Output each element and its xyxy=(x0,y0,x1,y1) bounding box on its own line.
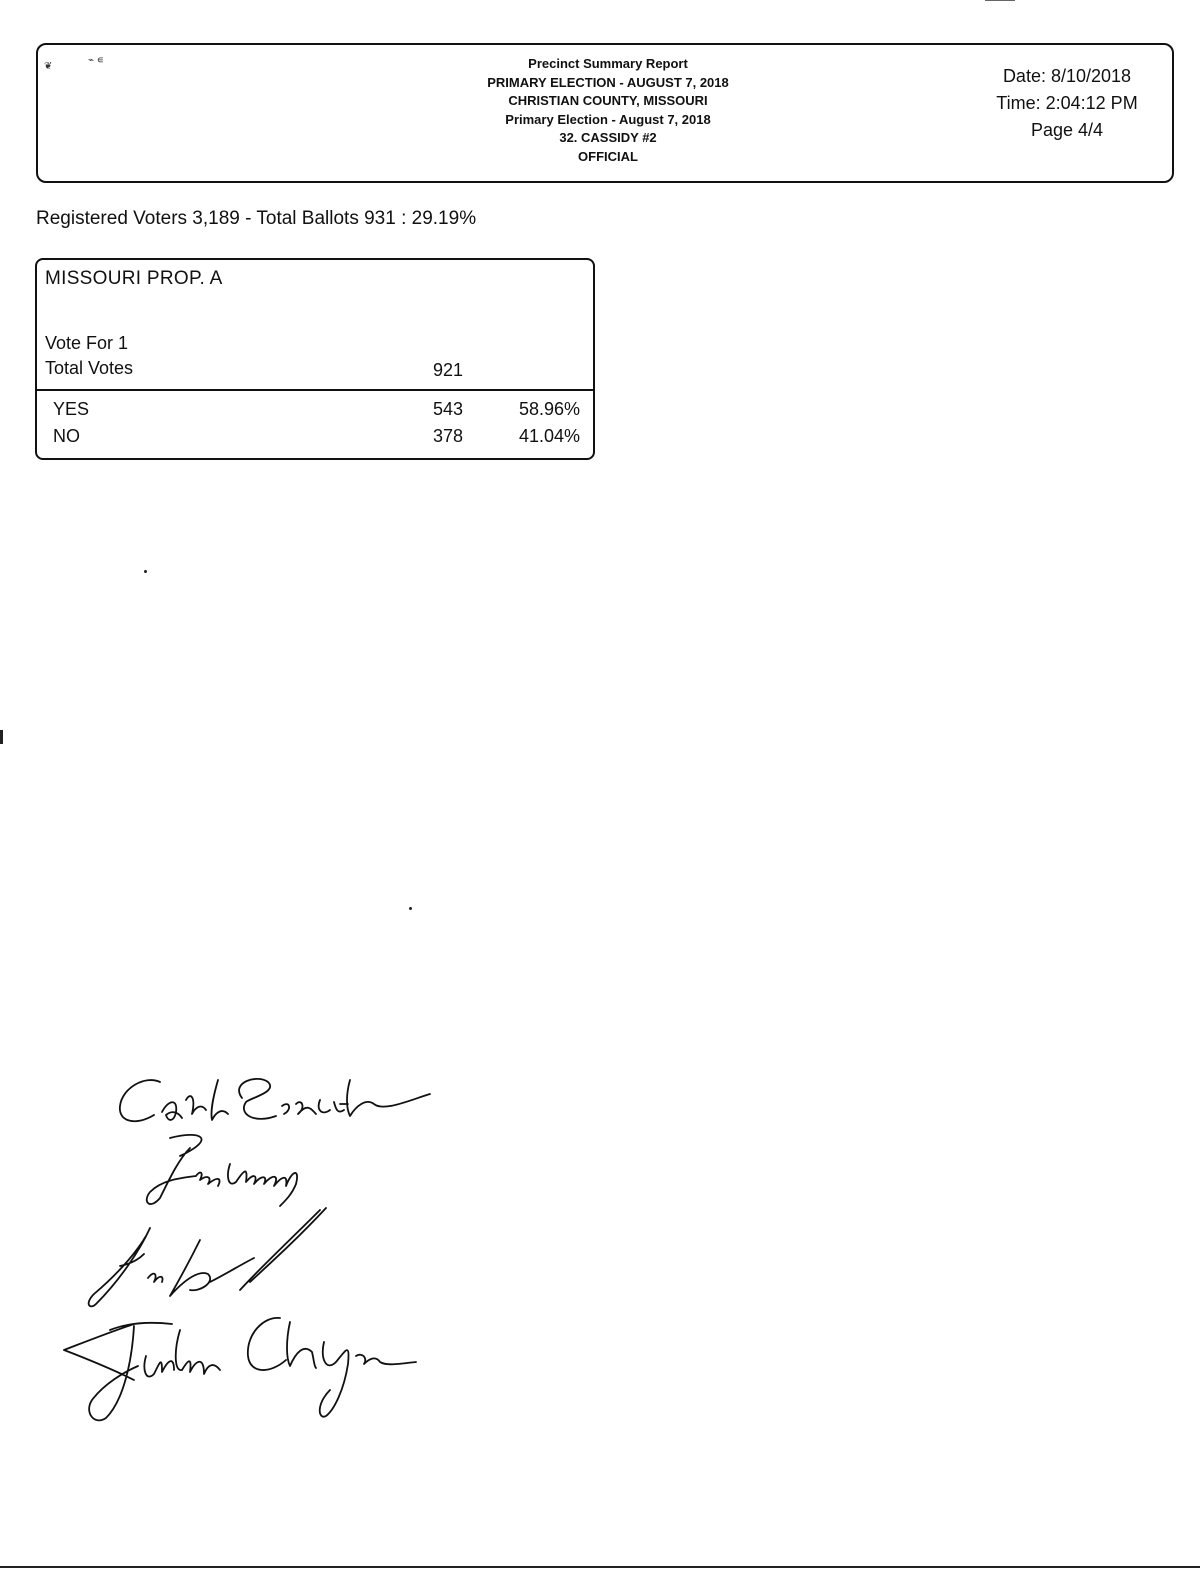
turnout-summary: Registered Voters 3,189 - Total Ballots 931 : 29.19% xyxy=(36,208,477,229)
election-line: PRIMARY ELECTION - AUGUST 7, 2018 xyxy=(487,74,729,90)
county-name: CHRISTIAN COUNTY, MISSOURI xyxy=(508,93,708,108)
signature xyxy=(120,1079,430,1121)
total-votes-value: 921 xyxy=(432,360,463,380)
scan-artifact-icon: ❦ xyxy=(44,61,53,72)
choice-votes: 378 xyxy=(432,426,463,446)
report-header-center xyxy=(348,55,868,166)
divider xyxy=(37,389,593,391)
choice-name: YES xyxy=(53,399,90,419)
stray-mark xyxy=(409,907,412,910)
page-bottom-border xyxy=(0,1566,1200,1568)
total-votes-label: Total Votes xyxy=(45,358,134,378)
scan-artifact-icon: ⌁ ∊ xyxy=(88,55,104,66)
signatures xyxy=(50,1060,510,1440)
contest-title: MISSOURI PROP. A xyxy=(45,268,223,289)
choice-percent: 41.04% xyxy=(518,426,580,446)
vote-for-label: Vote For 1 xyxy=(45,333,129,353)
report-header xyxy=(36,43,1174,183)
choice-row xyxy=(37,426,593,454)
choice-votes: 543 xyxy=(432,399,463,419)
choice-percent: 58.96% xyxy=(518,399,580,419)
signature xyxy=(64,1318,416,1421)
stray-mark xyxy=(144,570,147,573)
signature xyxy=(147,1135,297,1206)
report-time: Time: 2:04:12 PM xyxy=(996,93,1138,113)
choice-name: NO xyxy=(53,426,80,446)
contest-results-box xyxy=(35,258,595,460)
choice-row xyxy=(37,399,593,427)
report-status: OFFICIAL xyxy=(578,148,638,164)
scan-edge-mark xyxy=(985,0,1015,1)
report-header-meta xyxy=(972,63,1162,144)
election-name: Primary Election - August 7, 2018 xyxy=(505,111,711,127)
signature xyxy=(89,1208,326,1306)
precinct-name: 32. CASSIDY #2 xyxy=(559,130,657,145)
page-number: Page 4/4 xyxy=(1030,120,1104,140)
report-title: Precinct Summary Report xyxy=(528,56,688,71)
scan-edge-mark xyxy=(0,730,3,744)
report-date: Date: 8/10/2018 xyxy=(1002,66,1132,86)
